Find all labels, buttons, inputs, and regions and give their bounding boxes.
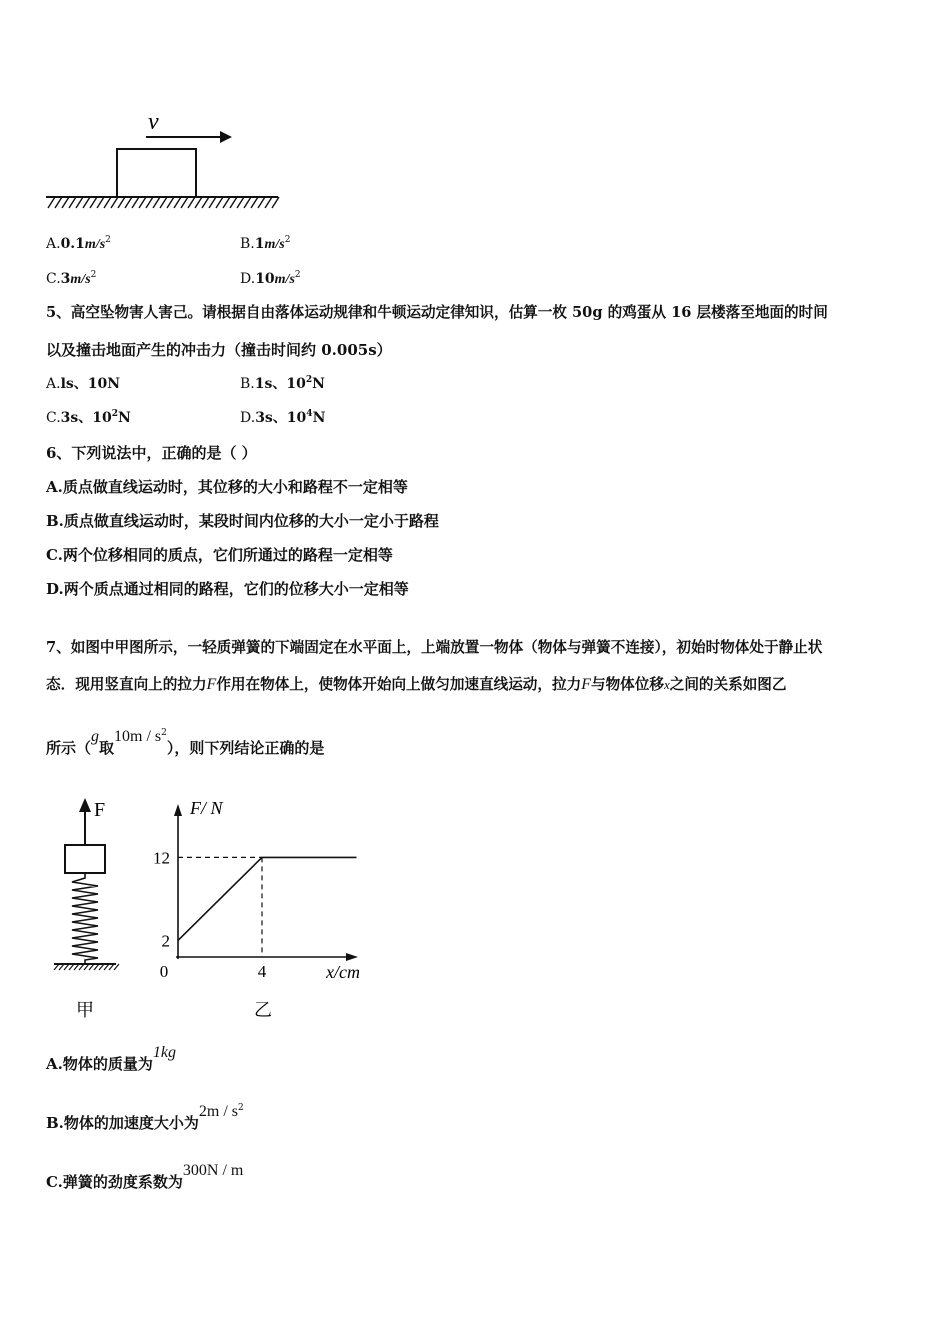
hatch-stroke [153,197,160,208]
hatch-stroke [230,197,237,208]
hatch-stroke [83,197,90,208]
q6-option-b: B.质点做直线运动时，某段时间内位移的大小一定小于路程 [46,512,439,530]
y-axis-arrow [174,804,182,816]
hatch-stroke [139,197,146,208]
hatch-stroke [223,197,230,208]
hatch-stroke [76,197,83,208]
ground-hatching [48,197,279,208]
hatch-stroke [188,197,195,208]
figure-yi-caption: 乙 [254,1000,272,1020]
hatch-stroke [125,197,132,208]
hatch-stroke [195,197,202,208]
q4-option-c: $C.3m/s^2$ [46,270,97,287]
x-tick-label: 0 [159,962,169,981]
hatch-stroke [202,197,209,208]
hatch-stroke [209,197,216,208]
hatch-stroke [90,197,97,208]
hatch-stroke [174,197,181,208]
hatch-stroke [216,197,223,208]
hatch-stroke [111,197,118,208]
q7-stem-line2: 态．现用竖直向上的拉力F作用在物体上，使物体开始向上做匀加速直线运动，拉力F与物体位移x之间的关系如图乙 [46,676,787,693]
hatch-stroke [48,197,55,208]
q5-option-d: D.3s、$10^4N$ [240,409,326,426]
spring-block [65,845,105,873]
hatch-stroke [258,197,265,208]
hatch-stroke [97,197,104,208]
q5-option-a: A.ls、10N [46,376,121,392]
velocity-arrow-head [220,131,232,143]
q4-option-a: $A.0.1m/s^2$ [46,235,111,252]
hatch-stroke [132,197,139,208]
q5-option-c: C.3s、$10^2N$ [46,409,131,426]
spring-coil [72,873,98,964]
spring-figure-jia [48,790,128,1030]
force-label: F [94,799,106,821]
figure-jia-caption: 甲 [76,1000,94,1020]
hatch-stroke [118,197,125,208]
hatch-stroke [146,197,153,208]
q6-option-c: C.两个位移相同的质点，它们所通过的路程一定相等 [46,546,393,564]
x-axis-label: x/cm [326,962,360,982]
y-tick-label: 12 [153,848,170,868]
block [117,149,196,197]
hatch-stroke [160,197,167,208]
q6-option-a: A.质点做直线运动时，其位移的大小和路程不一定相等 [46,478,408,496]
hatch-stroke [62,197,69,208]
q7-option-c: C.弹簧的劲度系数为300N / m [46,1162,244,1191]
series-line [178,857,357,940]
hatch-stroke [265,197,272,208]
q4-option-d: $D.10m/s^2$ [240,270,301,287]
hatch-stroke [237,197,244,208]
y-axis-label: F/ N [190,798,223,818]
x-tick-label: 4 [257,962,267,981]
q7-option-a: A.物体的质量为1kg [46,1044,176,1073]
q5-option-b: B.1s、$10^2N$ [240,375,325,392]
hatch-stroke [167,197,174,208]
q6-stem: 6、下列说法中，正确的是（ ） [46,444,257,462]
q6-option-d: D.两个质点通过相同的路程，它们的位移大小一定相等 [46,580,409,598]
q4-option-b: $B.1m/s^2$ [240,235,291,252]
q7-option-b: B.物体的加速度大小为$2m / s^2$ [46,1103,244,1132]
hatch-stroke [69,197,76,208]
block-on-ground-figure [40,105,290,215]
hatch-stroke [251,197,258,208]
hatch-stroke [272,197,279,208]
fx-chart-yi [150,790,380,1030]
hatch-stroke [104,197,111,208]
hatch-stroke [55,197,62,208]
hatch-stroke [181,197,188,208]
velocity-label: v [148,109,159,135]
q7-stem-line1: 7、如图中甲图所示，一轻质弹簧的下端固定在水平面上，上端放置一物体（物体与弹簧不连接），初始时物体处于静止状 [46,639,823,656]
q5-stem-line2: 以及撞击地面产生的冲击力（撞击时间约 0.005s） [46,341,392,359]
hatch-stroke [244,197,251,208]
q5-stem-line1: 5、高空坠物害人害己。请根据自由落体运动规律和牛顿运动定律知识，估算一枚 50g 的鸡蛋从 16 层楼落至地面的时间 [46,304,828,321]
y-tick-label: 2 [161,931,170,951]
force-arrow-head [79,798,91,812]
x-axis-arrow [346,953,358,961]
q7-stem-line3: 所示（g取$10m / s^2$），则下列结论正确的是 [46,728,325,757]
